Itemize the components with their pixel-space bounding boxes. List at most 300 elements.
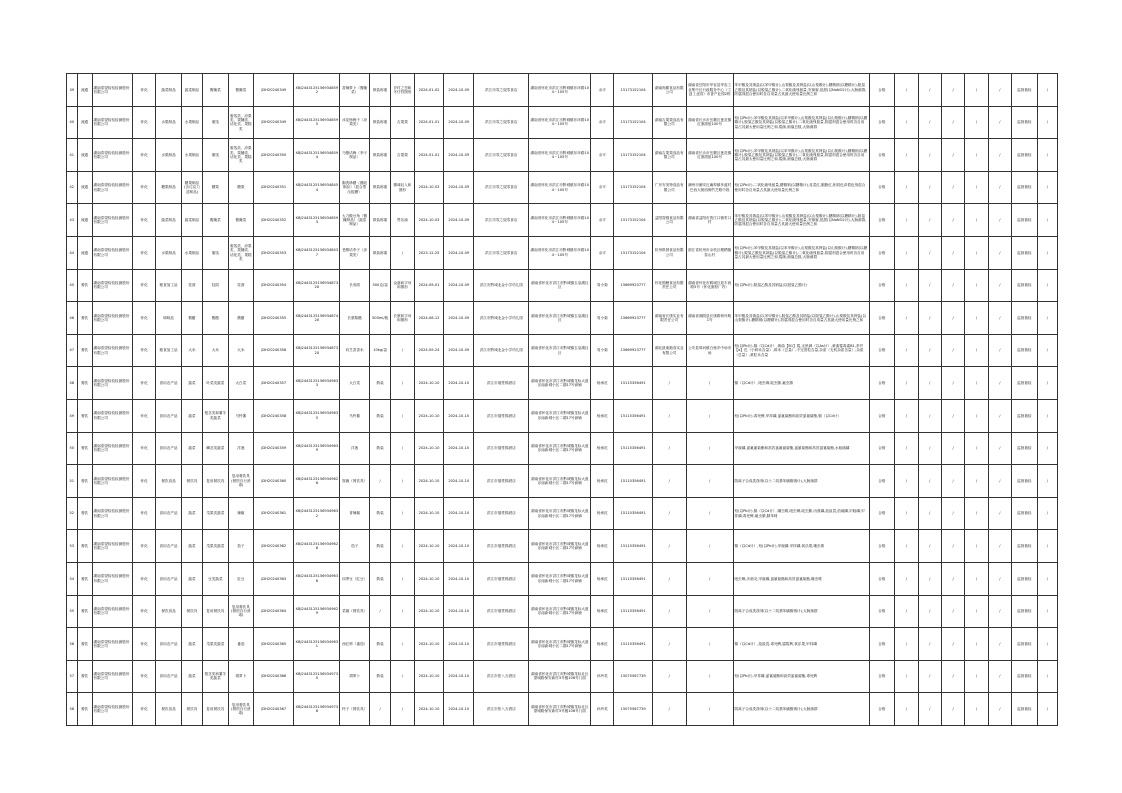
cell-seller: 洪江市瑞堂锦酒店 — [474, 595, 529, 628]
cell-seller-addr: 湖南省怀化市洪江市黔城镇东环路104－105号 — [529, 204, 591, 237]
cell-seller: 洪江市黔城北金小学幼儿园 — [474, 334, 529, 367]
cell-note: / — [1037, 334, 1057, 367]
cell-sample-no: JDH20240350 — [254, 139, 294, 172]
cell-maker: 湖北凯迪粮食实业有限公司 — [652, 334, 686, 367]
cell-chk: 怀化 — [132, 660, 155, 693]
cell-type: 监督抽检 — [1012, 269, 1038, 302]
cell-c2: 蔬菜制品 — [181, 204, 202, 237]
cell-spec: 500克/袋 — [369, 269, 390, 302]
cell-lab: 湖南泰望检验检测股份有限公司 — [92, 465, 132, 498]
cell-test-date: 2024-10-09 — [444, 204, 474, 237]
cell-result: 合格 — [869, 595, 895, 628]
cell-c2: 蔬菜 — [181, 367, 202, 400]
cell-sample-no: JDH20240366 — [254, 660, 294, 693]
cell-c2: 挂面 — [181, 269, 202, 302]
cell-result: 合格 — [869, 236, 895, 269]
cell-maker-addr: 湖南省湘阴县长康路荷叶路1号 — [686, 302, 733, 335]
cell-chk: 怀化 — [132, 628, 155, 661]
cell-contact: 杨承皮 — [591, 530, 614, 563]
cell-no: 44 — [67, 236, 78, 269]
cell-items: 镉（以Cd计）,铅(以Pb计),甲胺磷,甲拌磷,氧乐果,噻虫嗪 — [733, 530, 869, 563]
cell-maker: 杭州琪餐食品有限公司 — [652, 236, 686, 269]
cell-d2: / — [918, 399, 941, 432]
cell-lab: 湖南泰望检验检测股份有限公司 — [92, 139, 132, 172]
cell-d4: / — [965, 367, 988, 400]
cell-seller: 洪江市张八万酒店 — [474, 693, 529, 726]
cell-c3: 复用餐饮具 — [203, 465, 229, 498]
table-row — [67, 236, 1058, 269]
cell-result: 合格 — [869, 497, 895, 530]
cell-c1: 食用农产品 — [156, 660, 182, 693]
cell-items: 铅(以Pb计),苯甲酸及其钠盐(以苯甲酸计),山梨酸及其钾盐(以山梨酸计),糖精钠(以糖精计),脱氢乙酸及其钠盐(以脱氢乙酸计),二氧化硫残留量,防腐剂混合使用时各自用量占其最大使用量比例之和,霉菌,菌落总数,大肠菌群 — [733, 106, 869, 139]
cell-d2: / — [918, 530, 941, 563]
cell-result: 合格 — [869, 562, 895, 595]
cell-contact: 杨承皮 — [591, 367, 614, 400]
cell-d1: / — [895, 562, 918, 595]
table-row — [67, 269, 1058, 302]
cell-c2: 蔬菜 — [181, 497, 202, 530]
cell-no: 53 — [67, 530, 78, 563]
cell-maker-addr: / — [686, 399, 733, 432]
cell-d1: / — [895, 628, 918, 661]
table-row — [67, 171, 1058, 204]
cell-maker-addr: / — [686, 628, 733, 661]
cell-maker: / — [652, 367, 686, 400]
cell-maker-addr: 湖南省长沙市岳麓区莲花镇红旗湾组100号 — [686, 139, 733, 172]
cell-note: / — [1037, 236, 1057, 269]
cell-phone: 15173152104 — [614, 236, 652, 269]
cell-c2: 蔬菜 — [181, 530, 202, 563]
cell-d1: / — [895, 204, 918, 237]
cell-d1: / — [895, 302, 918, 335]
cell-phone: 15075567739 — [614, 660, 652, 693]
cell-d4: / — [965, 628, 988, 661]
cell-c4: 蜜饯类、凉果类、果脯类、话化类、果糕类 — [228, 139, 254, 172]
cell-items: 苯甲酸及其钠盐(以苯甲酸计),山梨酸及其钾盐(以山梨酸计),糖精钠(以糖精计),脱氢乙酸及其钠盐(以脱氢乙酸计),二氧化硫残留量,安赛蜜,纽甜(以NaNO2计),大肠菌群,防腐剂混合使用时各自用量占其最大使用量比例之和 — [733, 204, 869, 237]
cell-maker-addr: 湖南省怀化市鹤城区迎丰西路5号（怀化面粉厂内） — [686, 269, 733, 302]
cell-type: 监督抽检 — [1012, 367, 1038, 400]
cell-spec: 散装 — [369, 562, 390, 595]
cell-d3: / — [941, 204, 964, 237]
cell-c4: 胡萝卜 — [228, 660, 254, 693]
cell-brand: / — [391, 628, 414, 661]
cell-no: 50 — [67, 432, 78, 465]
cell-d3: / — [941, 236, 964, 269]
cell-phone: 15669923777 — [614, 302, 652, 335]
cell-d3: / — [941, 693, 964, 726]
cell-report-no: XBJ24431251569349633 — [294, 367, 340, 400]
cell-no: 48 — [67, 367, 78, 400]
cell-items: 铅(以Pb计),镉（以Cd计）,黄曲【B1】霉,无机砷（以As计）,黄曲霉毒素B1,苯并【a】芘（小碎米含量）,碎米（总量）,不完善粒含量,杂质（无机杂质含量）,杂质（总量）,黄粒米含量 — [733, 334, 869, 367]
table-row — [67, 628, 1058, 661]
cell-lab: 湖南泰望检验检测股份有限公司 — [92, 334, 132, 367]
cell-no: 51 — [67, 465, 78, 498]
table-row — [67, 74, 1058, 107]
cell-maker-addr: / — [686, 530, 733, 563]
cell-d3: / — [941, 432, 964, 465]
cell-lab: 湖南泰望检验检测股份有限公司 — [92, 693, 132, 726]
cell-items: 阴离子合成洗涤剂(以十二烷基苯磺酸钠计),大肠菌群 — [733, 465, 869, 498]
cell-d4: / — [965, 693, 988, 726]
cell-chk: 怀化 — [132, 139, 155, 172]
cell-d3: / — [941, 367, 964, 400]
cell-maker: / — [652, 562, 686, 595]
cell-type: 监督抽检 — [1012, 139, 1038, 172]
cell-d1: / — [895, 530, 918, 563]
cell-no: 43 — [67, 204, 78, 237]
cell-link: 餐饮 — [77, 660, 92, 693]
cell-link: 餐饮 — [77, 269, 92, 302]
cell-spec: 散装 — [369, 530, 390, 563]
cell-c3: 糖果 — [203, 171, 229, 204]
cell-type: 监督抽检 — [1012, 171, 1038, 204]
cell-brand: / — [391, 595, 414, 628]
cell-no: 57 — [67, 660, 78, 693]
cell-d2: / — [918, 269, 941, 302]
cell-result: 合格 — [869, 302, 895, 335]
cell-no: 58 — [67, 693, 78, 726]
cell-sample-no: JDH20240349 — [254, 74, 294, 107]
cell-c4: 豇豆 — [228, 562, 254, 595]
cell-c4: 蜜饯类、凉果类、果脯类、话化类、果糕类 — [228, 236, 254, 269]
cell-spec: / — [369, 465, 390, 498]
cell-brand: / — [391, 334, 414, 367]
cell-phone: 15115356491 — [614, 628, 652, 661]
cell-brand: / — [391, 465, 414, 498]
cell-c1: 水果制品 — [156, 139, 182, 172]
cell-contact: 余平 — [591, 106, 614, 139]
cell-link: 流通 — [77, 74, 92, 107]
cell-prod-date: 2024-09-01 — [414, 269, 444, 302]
cell-contact: 余平 — [591, 74, 614, 107]
cell-type: 监督抽检 — [1012, 302, 1038, 335]
cell-c3: 叶菜类蔬菜 — [203, 367, 229, 400]
cell-brand: 吉果果 — [391, 139, 414, 172]
cell-prod-date: 2024-10-10 — [414, 530, 444, 563]
cell-phone: 15115356491 — [614, 432, 652, 465]
cell-sample-no: JDH20240357 — [254, 367, 294, 400]
cell-items: 阴离子合成洗涤剂(以十二烷基苯磺酸钠计),大肠菌群 — [733, 693, 869, 726]
cell-no: 46 — [67, 302, 78, 335]
cell-d5: / — [988, 628, 1011, 661]
cell-link: 餐饮 — [77, 432, 92, 465]
cell-d5: / — [988, 399, 1011, 432]
cell-spec: 500ml/瓶 — [369, 302, 390, 335]
cell-c1: 蔬菜制品 — [156, 204, 182, 237]
cell-sample-no: JDH20240358 — [254, 399, 294, 432]
cell-d4: / — [965, 269, 988, 302]
cell-result: 合格 — [869, 465, 895, 498]
cell-type: 监督抽检 — [1012, 562, 1038, 595]
cell-test-date: 2024-10-09 — [444, 74, 474, 107]
cell-note: / — [1037, 595, 1057, 628]
cell-lab: 湖南泰望检验检测股份有限公司 — [92, 562, 132, 595]
cell-prod-date: 2023-12-25 — [414, 236, 444, 269]
cell-d4: / — [965, 204, 988, 237]
cell-brand: / — [391, 497, 414, 530]
cell-d5: / — [988, 236, 1011, 269]
cell-report-no: XBJ24431251569349736 — [294, 693, 340, 726]
cell-type: 监督抽检 — [1012, 465, 1038, 498]
cell-prod-date: 2024-10-10 — [414, 660, 444, 693]
cell-link: 餐饮 — [77, 399, 92, 432]
cell-c4: 复用餐饮具(餐馆自行消毒) — [228, 465, 254, 498]
cell-c3: 酱腌菜 — [203, 204, 229, 237]
cell-items: 铅(以Pb计),毒死蜱,甲拌磷,氯氰菊酯和高效氯氰菊酯,镉（以Cd计） — [733, 399, 869, 432]
cell-seller: 洪江市零之屋零食店 — [474, 74, 529, 107]
cell-result: 合格 — [869, 660, 895, 693]
table-row — [67, 139, 1058, 172]
table-row — [67, 530, 1058, 563]
cell-brand: 吉果果 — [391, 106, 414, 139]
cell-brand: / — [391, 693, 414, 726]
cell-note: / — [1037, 693, 1057, 726]
cell-test-date: 2024-10-09 — [444, 269, 474, 302]
cell-spec: 散装称重 — [369, 139, 390, 172]
cell-test-date: 2024-10-10 — [444, 432, 474, 465]
cell-brand: 长康和字母和图形 — [391, 302, 414, 335]
cell-result: 合格 — [869, 628, 895, 661]
cell-c1: 餐饮食品 — [156, 465, 182, 498]
table-row — [67, 693, 1058, 726]
cell-d1: / — [895, 367, 918, 400]
cell-report-no: XBJ24431251569348595 — [294, 106, 340, 139]
cell-name: 杯子（餐饮具） — [340, 693, 370, 726]
cell-d3: / — [941, 530, 964, 563]
cell-test-date: 2024-10-10 — [444, 530, 474, 563]
cell-c1: 水果制品 — [156, 236, 182, 269]
cell-c4: 复用餐饮具(餐馆自行消毒) — [228, 693, 254, 726]
cell-report-no: XBJ24431251569348437 — [294, 236, 340, 269]
cell-c2: 餐饮具 — [181, 693, 202, 726]
cell-test-date: 2024-10-09 — [444, 302, 474, 335]
cell-brand: / — [391, 660, 414, 693]
cell-d5: / — [988, 367, 1011, 400]
cell-link: 餐饮 — [77, 693, 92, 726]
cell-d2: / — [918, 106, 941, 139]
cell-maker: / — [652, 497, 686, 530]
table-row — [67, 302, 1058, 335]
cell-maker: 湖南吉果果食品有限公司 — [652, 139, 686, 172]
cell-phone: 15173152104 — [614, 204, 652, 237]
cell-no: 49 — [67, 399, 78, 432]
cell-d2: / — [918, 660, 941, 693]
cell-maker: / — [652, 530, 686, 563]
cell-c2: 蔬菜 — [181, 660, 202, 693]
cell-note: / — [1037, 497, 1057, 530]
cell-prod-date: 2024-01-01 — [414, 139, 444, 172]
cell-contact: 杨承皮 — [591, 432, 614, 465]
cell-c3: 酱醋 — [203, 302, 229, 335]
cell-c1: 食用农产品 — [156, 530, 182, 563]
cell-c1: 食用农产品 — [156, 399, 182, 432]
cell-maker-addr: / — [686, 497, 733, 530]
cell-lab: 湖南泰望检验检测股份有限公司 — [92, 236, 132, 269]
cell-c3: 鳞茎类蔬菜 — [203, 432, 229, 465]
cell-d2: / — [918, 595, 941, 628]
cell-contact: 易小菊 — [591, 334, 614, 367]
cell-d5: / — [988, 269, 1011, 302]
cell-link: 流通 — [77, 139, 92, 172]
cell-phone: 15173152104 — [614, 171, 652, 204]
cell-prod-date: 2024-10-10 — [414, 465, 444, 498]
cell-brand: / — [391, 399, 414, 432]
cell-items: 苯甲酸及其钠盐(以苯甲酸计),山梨酸及其钾盐(以山梨酸计),糖精钠(以糖精计),脱氢乙酸及其钠盐(以脱氢乙酸计),二氧化硫残留量,安赛蜜,纽甜(以NaNO2计),大肠菌群,防腐剂混合使用时各自用量占其最大使用量比例之和 — [733, 74, 869, 107]
cell-note: / — [1037, 302, 1057, 335]
cell-brand: 榛味轻入和图形 — [391, 171, 414, 204]
cell-c3: 瓜果类蔬菜 — [203, 497, 229, 530]
cell-note: / — [1037, 74, 1057, 107]
cell-spec: 散装 — [369, 367, 390, 400]
cell-name: 西红柿（番茄） — [340, 628, 370, 661]
cell-prod-date: 2024-10-03 — [414, 204, 444, 237]
cell-lab: 湖南泰望检验检测股份有限公司 — [92, 106, 132, 139]
cell-c1: 水果制品 — [156, 106, 182, 139]
cell-report-no: XBJ24431251569349730 — [294, 660, 340, 693]
cell-c1: 食用农产品 — [156, 432, 182, 465]
cell-note: / — [1037, 204, 1057, 237]
cell-note: / — [1037, 367, 1057, 400]
cell-contact: 易小菊 — [591, 269, 614, 302]
cell-result: 合格 — [869, 693, 895, 726]
cell-sample-no: JDH20240356 — [254, 334, 294, 367]
cell-d4: / — [965, 302, 988, 335]
cell-name: 大刀酸豆角（酱腌制品）（蔬菜制品） — [340, 204, 370, 237]
cell-report-no: XBJ24431251569348593 — [294, 204, 340, 237]
cell-spec: 散装 — [369, 399, 390, 432]
cell-name: 香辣萝卜（酱腌菜） — [340, 74, 370, 107]
cell-seller-addr: 湖南省怀化市洪江市黔城镇东环路104－105号 — [529, 171, 591, 204]
cell-name: 青辣椒 — [340, 497, 370, 530]
table-row — [67, 660, 1058, 693]
cell-report-no: XBJ24431251569349639 — [294, 432, 340, 465]
cell-seller: 洪江市零之屋零食店 — [474, 139, 529, 172]
cell-c4: 酱腌菜 — [228, 204, 254, 237]
cell-no: 47 — [67, 334, 78, 367]
cell-chk: 怀化 — [132, 693, 155, 726]
cell-chk: 怀化 — [132, 530, 155, 563]
cell-chk: 怀化 — [132, 432, 155, 465]
cell-link: 餐饮 — [77, 302, 92, 335]
cell-link: 餐饮 — [77, 367, 92, 400]
cell-chk: 怀化 — [132, 497, 155, 530]
cell-note: / — [1037, 628, 1057, 661]
cell-phone: 15173152104 — [614, 106, 652, 139]
cell-d2: / — [918, 139, 941, 172]
cell-result: 合格 — [869, 367, 895, 400]
cell-test-date: 2024-10-09 — [444, 171, 474, 204]
cell-lab: 湖南泰望检验检测股份有限公司 — [92, 660, 132, 693]
cell-phone: 15115356491 — [614, 530, 652, 563]
cell-type: 监督抽检 — [1012, 432, 1038, 465]
cell-c4: 酱腌菜 — [228, 74, 254, 107]
cell-spec: / — [369, 693, 390, 726]
cell-test-date: 2024-10-09 — [444, 334, 474, 367]
cell-seller: 洪江市瑞堂锦酒店 — [474, 562, 529, 595]
cell-d4: / — [965, 236, 988, 269]
cell-link: 餐饮 — [77, 562, 92, 595]
cell-d5: / — [988, 562, 1011, 595]
cell-d3: / — [941, 74, 964, 107]
cell-test-date: 2024-10-10 — [444, 595, 474, 628]
cell-contact: 余平 — [591, 171, 614, 204]
cell-no: 55 — [67, 595, 78, 628]
cell-report-no: XBJ24431251569349629 — [294, 595, 340, 628]
cell-d2: / — [918, 302, 941, 335]
cell-test-date: 2024-10-10 — [444, 693, 474, 726]
cell-c3: 瓜果类蔬菜 — [203, 530, 229, 563]
cell-d1: / — [895, 236, 918, 269]
cell-c1: 餐饮食品 — [156, 595, 182, 628]
cell-contact: 杨承皮 — [591, 497, 614, 530]
cell-name: 四季豆（豇豆） — [340, 562, 370, 595]
cell-name: 向芝香香米 — [340, 334, 370, 367]
cell-test-date: 2024-10-10 — [444, 399, 474, 432]
cell-c4: 酱醋 — [228, 302, 254, 335]
cell-prod-date: 2024-10-10 — [414, 562, 444, 595]
cell-brand: / — [391, 367, 414, 400]
cell-chk: 怀化 — [132, 367, 155, 400]
cell-no: 39 — [67, 74, 78, 107]
cell-d2: / — [918, 74, 941, 107]
cell-items: 苯甲酸及其钠盐(以苯甲酸计),脱氢乙酸及其钠盐(以脱氢乙酸计),山梨酸及其钾盐(以山梨酸计),糖精钠(以糖精计),防腐剂混合使用时各自用量占其最大使用量比例之和 — [733, 302, 869, 335]
cell-prod-date: 2024-10-10 — [414, 693, 444, 726]
cell-chk: 怀化 — [132, 171, 155, 204]
table-row — [67, 562, 1058, 595]
cell-seller-addr: 湖南省怀化市洪江市黔城镇玉皇湖社区 — [529, 269, 591, 302]
cell-d5: / — [988, 171, 1011, 204]
cell-spec: 散装 — [369, 660, 390, 693]
cell-c3: 酱腌菜 — [203, 74, 229, 107]
cell-c4: 大白菜 — [228, 367, 254, 400]
cell-link: 餐饮 — [77, 497, 92, 530]
cell-maker: 湖南省长康实业有限责任公司 — [652, 302, 686, 335]
cell-items: 阴离子合成洗涤剂(以十二烷基苯磺酸钠计),大肠菌群 — [733, 595, 869, 628]
cell-c4: 糖果 — [228, 171, 254, 204]
cell-chk: 怀化 — [132, 562, 155, 595]
cell-maker-addr: 公安县埠河镇白杨乡中场市场 — [686, 334, 733, 367]
cell-report-no: XBJ24431251569348594 — [294, 139, 340, 172]
cell-name: 马铃薯 — [340, 399, 370, 432]
cell-d3: / — [941, 497, 964, 530]
cell-c1: 食用农产品 — [156, 497, 182, 530]
cell-result: 合格 — [869, 139, 895, 172]
cell-d5: / — [988, 106, 1011, 139]
cell-name: 老酵话李子（凉果类） — [340, 236, 370, 269]
cell-sample-no: JDH20240367 — [254, 693, 294, 726]
cell-c2: 水果制品 — [181, 139, 202, 172]
cell-c2: 餐饮具 — [181, 465, 202, 498]
cell-d5: / — [988, 660, 1011, 693]
cell-prod-date: 2024-10-10 — [414, 399, 444, 432]
cell-lab: 湖南泰望检验检测股份有限公司 — [92, 595, 132, 628]
cell-c3: 复用餐饮具 — [203, 693, 229, 726]
cell-note: / — [1037, 562, 1057, 595]
cell-contact: 杨承皮 — [591, 595, 614, 628]
cell-d2: / — [918, 334, 941, 367]
table-row — [67, 367, 1058, 400]
cell-c4: 辣椒 — [228, 497, 254, 530]
cell-lab: 湖南泰望检验检测股份有限公司 — [92, 74, 132, 107]
cell-d1: / — [895, 660, 918, 693]
cell-type: 监督抽检 — [1012, 106, 1038, 139]
cell-brand: / — [391, 432, 414, 465]
cell-phone: 15115356491 — [614, 465, 652, 498]
cell-seller-addr: 湖南省怀化市洪江市黔城镇东环路104－105号 — [529, 74, 591, 107]
cell-chk: 怀化 — [132, 269, 155, 302]
cell-contact: 余平 — [591, 204, 614, 237]
cell-link: 流通 — [77, 236, 92, 269]
